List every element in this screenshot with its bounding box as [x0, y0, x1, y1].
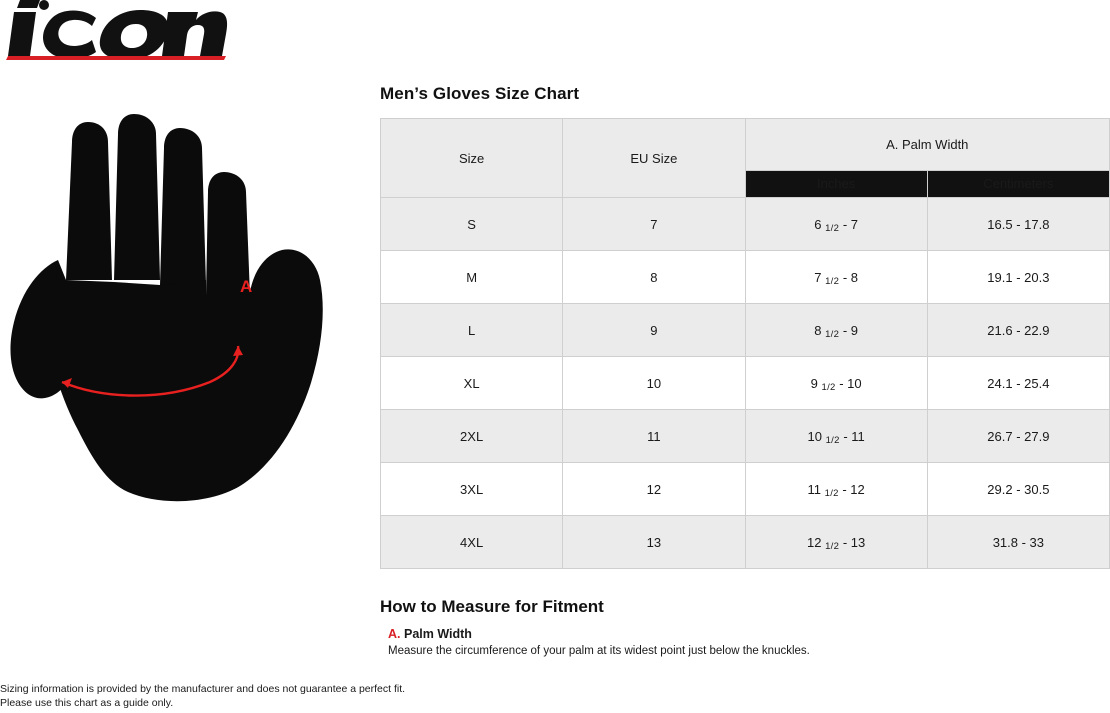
measure-label-text: Palm Width [403, 627, 472, 641]
disclaimer [0, 682, 405, 713]
table-row [381, 516, 1110, 569]
cell-inches: 10 1/2 - 11 [745, 410, 927, 463]
cell-inches: 9 1/2 - 10 [745, 357, 927, 410]
diagram-label-a: A [240, 277, 253, 296]
header-palm-width: A. Palm Width [745, 119, 1110, 171]
size-chart-table [380, 118, 1110, 569]
cell-size: 4XL [381, 516, 563, 569]
table-row [381, 410, 1110, 463]
table-row [381, 198, 1110, 251]
cell-centimeters: 21.6 - 22.9 [927, 304, 1109, 357]
table-row [381, 304, 1110, 357]
cell-centimeters: 19.1 - 20.3 [927, 251, 1109, 304]
how-to-measure-title: How to Measure for Fitment [380, 597, 604, 616]
cell-inches: 7 1/2 - 8 [745, 251, 927, 304]
cell-eu-size: 11 [563, 410, 745, 463]
table-row [381, 463, 1110, 516]
cell-eu-size: 9 [563, 304, 745, 357]
cell-size: M [381, 251, 563, 304]
cell-inches: 8 1/2 - 9 [745, 304, 927, 357]
cell-eu-size: 13 [563, 516, 745, 569]
cell-size: 3XL [381, 463, 563, 516]
cell-centimeters: 24.1 - 25.4 [927, 357, 1109, 410]
header-inches: Inches [745, 170, 927, 197]
cell-centimeters: 16.5 - 17.8 [927, 198, 1109, 251]
disclaimer-line-2: Please use this chart as a guide only. [0, 697, 174, 709]
measure-item-description: Measure the circumference of your palm at its widest point just below the knuckles. [388, 645, 810, 657]
cell-inches: 12 1/2 - 13 [745, 516, 927, 569]
cell-size: S [381, 198, 563, 251]
page-title: Men’s Gloves Size Chart [380, 84, 580, 103]
cell-size: XL [381, 357, 563, 410]
measure-letter-a: A. [388, 627, 401, 641]
cell-centimeters: 29.2 - 30.5 [927, 463, 1109, 516]
trademark-symbol: ® [218, 47, 224, 54]
cell-size: 2XL [381, 410, 563, 463]
cell-eu-size: 12 [563, 463, 745, 516]
header-size: Size [381, 119, 563, 198]
table-row [381, 357, 1110, 410]
glove-diagram [0, 110, 360, 520]
cell-eu-size: 7 [563, 198, 745, 251]
cell-size: L [381, 304, 563, 357]
cell-inches: 11 1/2 - 12 [745, 463, 927, 516]
table-header-row [381, 119, 1110, 171]
size-chart-section [380, 84, 1110, 657]
cell-centimeters: 31.8 - 33 [927, 516, 1109, 569]
cell-eu-size: 8 [563, 251, 745, 304]
measure-item-label [380, 627, 1110, 641]
header-centimeters: Centimeters [927, 170, 1109, 197]
cell-eu-size: 10 [563, 357, 745, 410]
brand-logo [0, 0, 228, 62]
table-row [381, 251, 1110, 304]
disclaimer-line-1: Sizing information is provided by the manufacturer and does not guarantee a perfect fit. [0, 683, 406, 695]
header-eu-size: EU Size [563, 119, 745, 198]
cell-inches: 6 1/2 - 7 [745, 198, 927, 251]
cell-centimeters: 26.7 - 27.9 [927, 410, 1109, 463]
